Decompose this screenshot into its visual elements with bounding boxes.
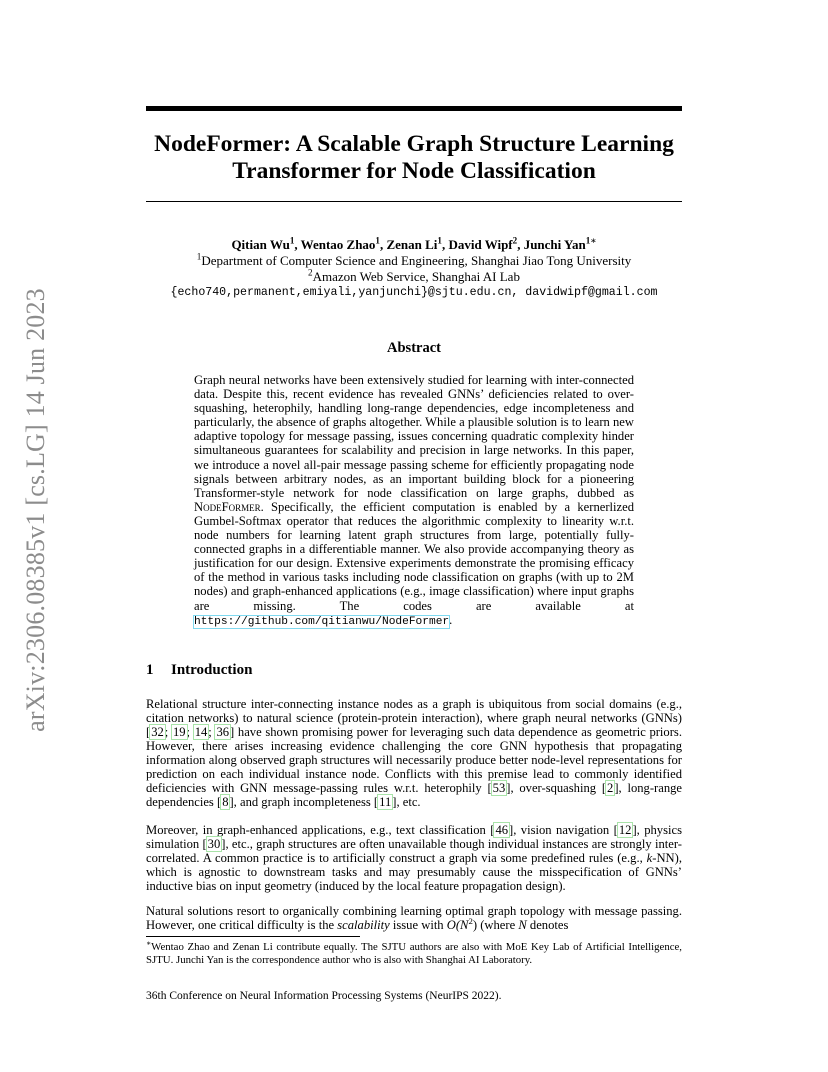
author-name: Junchi Yan bbox=[523, 237, 586, 252]
section-number: 1 bbox=[146, 662, 154, 678]
citation-link[interactable]: 8 bbox=[222, 795, 229, 810]
author-emails: {echo740,permanent,emiyali,yanjunchi}@sjtu.edu.cn, davidwipf@gmail.com bbox=[170, 286, 658, 299]
abstract-part: . bbox=[449, 612, 453, 627]
citation-link[interactable]: 36 bbox=[216, 725, 230, 740]
paragraph-text: Moreover, in graph-enhanced applications, e.g., text classification [ bbox=[146, 823, 495, 837]
affiliation-mark: 2 bbox=[512, 235, 518, 246]
math-k: k bbox=[646, 851, 653, 866]
section-heading bbox=[146, 662, 252, 679]
paper-title bbox=[146, 131, 682, 185]
paragraph-text: ], and graph incompleteness [ bbox=[229, 795, 379, 810]
paragraph-text: denotes bbox=[526, 918, 569, 933]
citation-link[interactable]: 14 bbox=[194, 725, 208, 740]
paragraph bbox=[146, 823, 682, 893]
code-link[interactable]: https://github.com/qitianwu/NodeFormer bbox=[194, 615, 450, 628]
paragraph-text: issue with bbox=[389, 918, 447, 933]
paragraph-text: ], physics simulation [ bbox=[146, 823, 682, 852]
paragraph-text: -NN), which is agnostic to downstream tasks and may presumably cause the misspecification of GNNs’ inductive bias on input geometry (induced by the local feature propagation design). bbox=[146, 851, 682, 894]
math-complexity bbox=[446, 915, 478, 933]
citation-link[interactable]: 12 bbox=[618, 823, 632, 837]
title-line-1: NodeFormer: A Scalable Graph Structure Learning bbox=[154, 131, 674, 157]
paragraph-text: ], over-squashing [ bbox=[506, 781, 607, 796]
title-top-rule bbox=[146, 106, 682, 111]
citation-link[interactable]: 11 bbox=[379, 795, 392, 810]
paragraph-text: ], vision navigation [ bbox=[509, 823, 618, 837]
paragraph-text: ], long-range dependencies [ bbox=[146, 781, 683, 810]
paragraph: Relational structure inter-connecting instance nodes as a graph is ubiquitous from social domains (e.g., citation networks) to natural science (protein-protein interaction), where graph neural networks (GNNs) [32; 19; 14; 36] have shown promising power for leveraging such data dependence as geometric priors. However, there arises increasing evidence challenging the core GNN hypothesis that propagating information along observed graph structures will necessarily produce better node-level representations for prediction on each individual instance node. Conflicts with this premise lead to commonly identified deficiencies with GNN message-passing rules w.r.t. heterophily [53], over-squashing [2], long-range dependencies [8], and graph incompleteness [11], etc. bbox=[146, 697, 683, 810]
math-n: N bbox=[518, 918, 527, 933]
paragraph-text: (where bbox=[477, 918, 519, 933]
citation-link[interactable]: 32 bbox=[151, 725, 164, 740]
section-title: Introduction bbox=[171, 662, 253, 678]
author-name: Wentao Zhao bbox=[300, 237, 376, 252]
citation-link[interactable]: 19 bbox=[172, 725, 186, 740]
affiliation-mark: 2 bbox=[308, 267, 313, 278]
affiliation-mark: 1 bbox=[289, 235, 295, 246]
citation-link[interactable]: 30 bbox=[207, 837, 221, 852]
footnote-rule bbox=[146, 936, 360, 937]
author-names: Qitian Wu$^1$, Wentao Zhao$^1$, Zenan Li$^1$, David Wipf$^2$, Junchi Yan$^{1∗}$ bbox=[231, 235, 597, 252]
math-text: O(N bbox=[446, 918, 469, 933]
title-line-2: Transformer for Node Classification bbox=[232, 158, 596, 184]
footnote-mark: ∗ bbox=[146, 938, 152, 948]
affiliation-text: Department of Computer Science and Engineering, Shanghai Jiao Tong University bbox=[201, 253, 632, 268]
author-name: Qitian Wu bbox=[231, 237, 290, 252]
affiliation-mark: 1∗ bbox=[585, 235, 597, 246]
math-text: ) bbox=[472, 918, 478, 933]
paragraph-text: Natural solutions resort to organically combining learning optimal graph topology with message passing. However, one critical difficulty is the bbox=[146, 904, 682, 933]
footnote-text: Wentao Zhao and Zenan Li contribute equally. The SJTU authors are also with MoE Key Lab of Artificial Intelligence, SJTU. Junchi Yan is the correspondence author who is also with Shanghai AI Laboratory. bbox=[146, 941, 682, 966]
conference-note: 36th Conference on Neural Information Processing Systems (NeurIPS 2022). bbox=[146, 990, 502, 1002]
affiliation-text: Amazon Web Service, Shanghai AI Lab bbox=[312, 269, 520, 284]
affiliation-mark: 1 bbox=[437, 235, 442, 246]
title-bottom-rule bbox=[146, 201, 682, 202]
author-name: Zenan Li bbox=[386, 237, 438, 252]
citation-link[interactable]: 2 bbox=[607, 781, 614, 796]
affiliation-mark: 1 bbox=[196, 251, 202, 262]
footnote bbox=[146, 938, 682, 967]
abstract-text bbox=[194, 373, 634, 629]
paragraph-text: ] have shown promising power for leveraging such data dependence as geometric priors. However, there arises increasing evidence challenging the core GNN hypothesis that propagating information along observed graph structures will necessarily produce better node-level representations for prediction on each individual instance node. Conflicts with this premise lead to commonly identified deficiencies with GNN message-passing rules w.r.t. heterophily [ bbox=[146, 725, 682, 796]
paragraph-text: ], etc., graph structures are often unavailable though individual instances are strongly inter-correlated. A common practice is to artificially construct a graph via some predefined rules (e.g., bbox=[146, 837, 682, 866]
paragraph bbox=[146, 904, 682, 932]
affiliation-mark: 1 bbox=[375, 235, 380, 246]
abstract-part: . Specifically, the efficient computation is enabled by a kernerlized Gumbel-Softmax operator that reduces the algorithmic complexity to linearity w.r.t. node numbers for learning latent graph structures from large, potentially fully-connected graphs in a differentiable manner. We also provide accompanying theory as justification for our design. Extensive experiments demonstrate the promising efficacy of the method in various tasks including node classification on graphs (with up to 2M nodes) and graph-enhanced applications (e.g., image classification) where input graphs are missing. The codes are available at bbox=[194, 499, 634, 613]
affiliation-2 bbox=[146, 269, 682, 285]
abstract-heading: Abstract bbox=[387, 340, 441, 356]
method-name: NodeFormer bbox=[194, 499, 261, 514]
arxiv-identifier: arXiv:2306.08385v1 [cs.LG] 14 Jun 2023 bbox=[21, 288, 50, 732]
paragraph-text: Relational structure inter-connecting instance nodes as a graph is ubiquitous from social domains (e.g., citation networks) to natural science (protein-protein interaction), where graph neural networks (GNNs) [ bbox=[146, 697, 682, 740]
paragraph-text: ], etc. bbox=[392, 795, 421, 810]
author-block bbox=[146, 237, 682, 301]
author-name: David Wipf bbox=[448, 237, 513, 252]
affiliation-1 bbox=[146, 253, 682, 269]
citation-link[interactable]: 53 bbox=[492, 781, 506, 796]
abstract-part: Graph neural networks have been extensively studied for learning with inter-connected data. Despite this, recent evidence has revealed GNNs’ deficiencies related to over-squashing, heterophily, handling long-range dependencies, edge incompleteness and particularly, the absence of graphs altogether. While a plausible solution is to learn new adaptive topology for message passing, issues concerning quadratic complexity hinder simultaneous guarantees for scalability and precision in large networks. In this paper, we introduce a novel all-pair message passing scheme for efficiently propagating node signals between arbitrary nodes, as an important building block for a pioneering Transformer-style network for node classification on large graphs, dubbed as bbox=[194, 373, 634, 500]
math-exponent: 2 bbox=[468, 915, 473, 926]
emphasis: scalability bbox=[337, 918, 390, 933]
citation-link[interactable]: 46 bbox=[495, 823, 509, 837]
